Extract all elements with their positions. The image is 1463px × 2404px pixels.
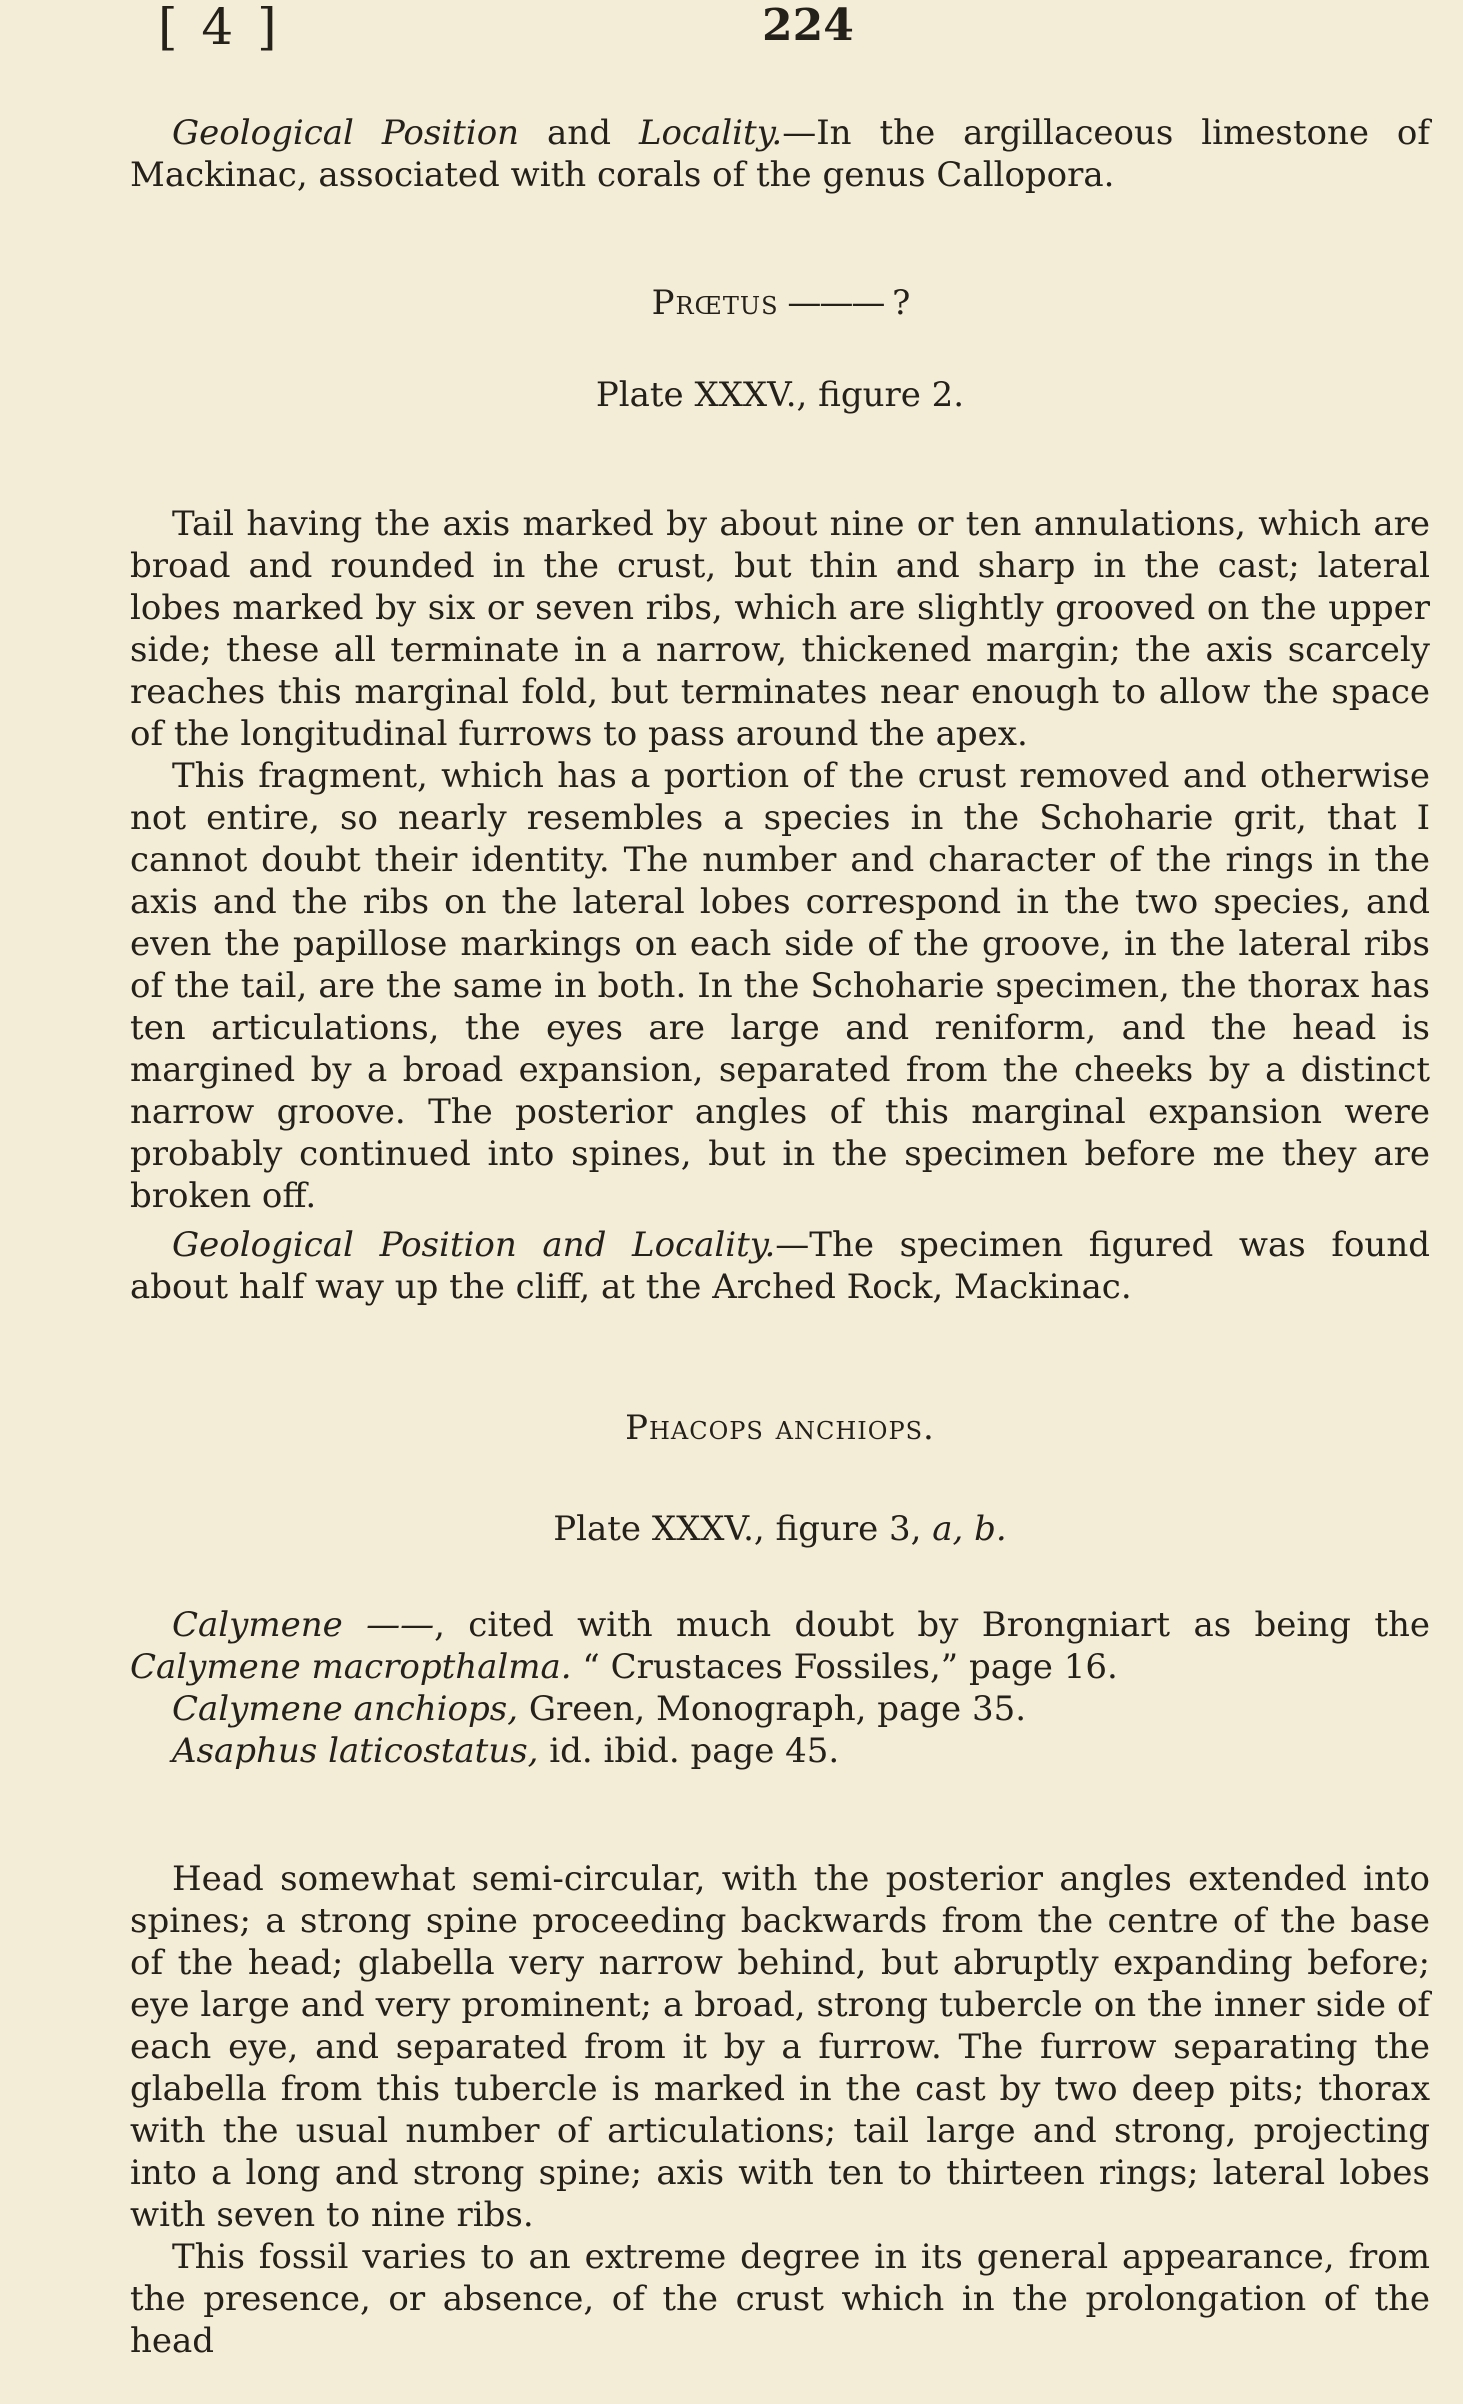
proetus-title-suffix: ——— ?: [778, 283, 909, 323]
synonym-1-source: “ Crustaces Fossiles,” page 16.: [571, 1647, 1118, 1687]
proetus-locality-text: —The specimen figured was found about half way up the cliff, at the Arched Rock, Mackinac.: [130, 1225, 1430, 1307]
proetus-locality: [130, 1224, 1430, 1308]
phacops-plate-prefix: Plate XXXV., figure 3,: [553, 1509, 933, 1549]
proetus-plate-reference: [130, 374, 1430, 416]
synonym-1: [130, 1604, 1430, 1688]
synonym-3-source: id. ibid. page 45.: [538, 1731, 840, 1771]
locality-and: and: [519, 113, 639, 153]
proetus-title: Prœtus: [651, 283, 779, 323]
synonym-3: [130, 1730, 1430, 1772]
phacops-plate-reference: [130, 1508, 1430, 1550]
proetus-description-1: Tail having the axis marked by about nine or ten annulations, which are broad and rounded in the crust, but thin and sharp in the cast; lateral lobes marked by six or seven ribs, which are slightly grooved on the upper side; these all terminate in a narrow, thickened margin; the axis scarcely reaches this marginal fold, but terminates near enough to allow the space of the longitudinal furrows to pass around the apex.: [130, 504, 1430, 754]
signature-mark: [ 4 ]: [158, 0, 281, 56]
proetus-heading: [130, 282, 1430, 324]
page-number: 224: [762, 0, 854, 51]
synonym-1-species: Calymene macropthalma.: [130, 1647, 572, 1687]
synonym-3-species: Asaphus laticostatus,: [172, 1731, 539, 1771]
proetus-locality-label: Geological Position and Locality.: [172, 1225, 776, 1265]
phacops-plate-suffix: a, b.: [932, 1509, 1007, 1549]
proetus-plate: Plate XXXV., figure 2.: [595, 375, 965, 415]
phacops-description-2: This fossil varies to an extreme degree in its general appearance, from the presence, or absence, of the crust which in the prolongation of the head: [130, 2237, 1430, 2361]
synonym-2: [130, 1688, 1430, 1730]
locality-label-2: Locality.: [638, 113, 783, 153]
locality-label: Geological Position: [172, 113, 520, 153]
proetus-description-2: This fragment, which has a portion of the crust removed and otherwise not entire, so nearly resembles a species in the Schoharie grit, that I cannot doubt their identity. The number and character of the rings in the axis and the ribs on the lateral lobes correspond in the two species, and even the papillose markings on each side of the groove, in the lateral ribs of the tail, are the same in both. In the Schoharie specimen, the thorax has ten articulations, the eyes are large and reniform, and the head is margined by a broad expansion, separated from the cheeks by a distinct narrow groove. The posterior angles of this marginal expansion were probably continued into spines, but in the specimen before me they are broken off.: [130, 756, 1430, 1216]
phacops-title: Phacops anchiops.: [625, 1408, 935, 1448]
phacops-heading: [130, 1407, 1430, 1449]
phacops-description-1: Head somewhat semi-circular, with the posterior angles extended into spines; a strong spine proceeding backwards from the centre of the base of the head; glabella very narrow behind, but abruptly expanding before; eye large and very prominent; a broad, strong tubercle on the inner side of each eye, and separated from it by a furrow. The furrow separating the glabella from this tubercle is marked in the cast by two deep pits; thorax with the usual number of articulations; tail large and strong, projecting into a long and strong spine; axis with ten to thirteen rings; lateral lobes with seven to nine ribs.: [130, 1859, 1430, 2235]
locality-paragraph-1: [130, 112, 1430, 196]
synonym-1-genus: Calymene ——: [172, 1605, 435, 1645]
synonym-2-species: Calymene anchiops,: [172, 1689, 519, 1729]
locality-text: —In the argillaceous limestone of Mackinac, associated with corals of the genus Callopora.: [130, 113, 1430, 195]
synonym-2-source: Green, Monograph, page 35.: [518, 1689, 1027, 1729]
synonym-1-text: , cited with much doubt by Brongniart as being the: [434, 1605, 1430, 1645]
page-header: [150, 0, 1430, 60]
